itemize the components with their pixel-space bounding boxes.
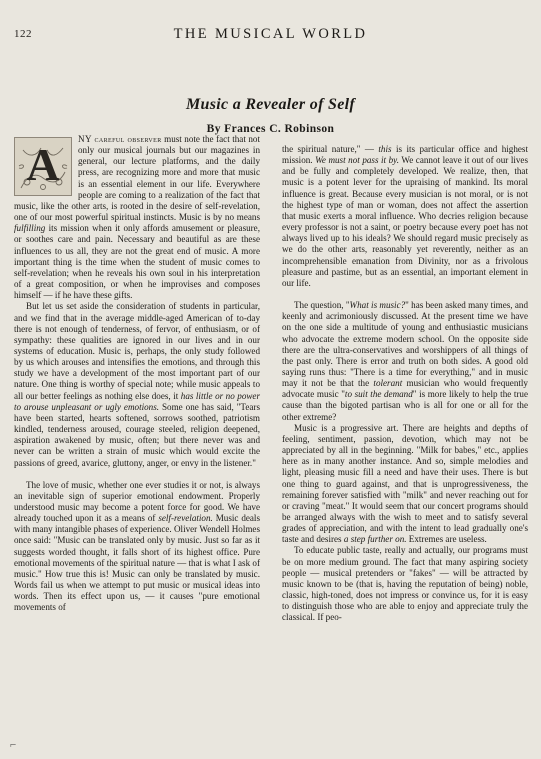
article-title: Music a Revealer of Self	[186, 96, 355, 113]
paragraph: Music is a progressive art. There are heights and depths of feeling, sentiment, passion, devotion, which may not be appreciated by all in the beginning. "Milk for babes," etc., applies here as in many another instance. And so, simple melodies and light, pleasing music fill a need and have their uses. There is but one thing to guard against, and that is unprogressiveness, the remaining forever satisfied with "milk" and never reaching out for or craving "meat." It would seem that our concert programs should be arranged always with the wish to meet and to satisfy several grades of appreciation, and with the intent to lead gradually one's taste and desires a step further on. Extremes are useless.	[282, 422, 528, 545]
paragraph: To educate public taste, really and actually, our programs must be on more medium ground. The fact that many aspiring society people — musical pretenders or "fakes" — will be attracted by music known to be (that is, having the reputation of being) noble, classic, high-toned, does not impress or convince us, for it is easy to distinguish those who are able to enjoy and appreciate truly the classical. If peo-	[282, 545, 528, 623]
paragraph: The question, "What is music?" has been asked many times, and keenly and acrimoniously discussed. At the present time we have on the one side a multitude of young and enthusiastic musicians who advocate the extreme modern school. On the opposite side there are the ultra-conservatives and worshippers of all things of the past only. There is error and truth on both sides. A good old saying runs thus: "There is a time for everything," and in music may it not be that the tolerant musician who would frequently advocate music "to suit the demand" is more likely to help the true cause than the bigoted partisan who is all for one or all for the other extreme?	[282, 300, 528, 422]
paragraph: the spiritual nature," — this is its particular office and highest mission. We must not pass it by. We cannot leave it out of our lives and be fully and completely developed. We realize, then, that music is a potent lever for the upraising of mankind. Its moral influence is great. Because every musician is not moral, or is not the highest type of man or woman, does not affect the assertion that music exerts a moral influence. Who decries religion because every professor is not a saint, or poetry because every poet has not always lived up to his ideals? We should regard music precisely as we do the other arts, reasonably yet reverently, neither as an incomprehensible emanation from Divinity, nor as a frivolous pleasure and pastime, but as an essential, an important element in our life.	[282, 144, 529, 288]
page-header	[0, 26, 541, 44]
drop-cap-letter: A	[26, 139, 60, 190]
paragraph: But let us set aside the consideration of students in particular, and we find that in the average middle-aged American of to-day there is not enough of tenderness, of fervor, of enthusiasm, or of sympathy: these qualities are ignored in our lives and in our systems of education. Music is, perhaps, the only study followed by us which arouses and intensifies the emotions, and through this study we have a development of the most important part of our nature. One thing is worthy of special note; while music appeals to all our better feelings as nothing else does, it has little or no power to arouse unpleasant or ugly emotions. Some one has said, "Tears have been started, hearts softened, sorrows soothed, patriotism kindled, tenderness aroused, courage steeled, religion deepened, aspiration awakened by music, often; but there never was and never can be written a strain of music which would excite the passions of greed, avarice, gluttony, anger, or envy in the listener."	[14, 301, 261, 468]
paragraph: The love of music, whether one ever studies it or not, is always an inevitable sign of superior emotional endowment. Properly understood music may become a potent force for good. We have already touched upon it as a means of self-revelation. Music deals with many intangible phases of experience. Oliver Wendell Holmes once said: "Music can be translated only by music. Just so far as it suggests worded thought, it falls short of its highest office. Pure emotional movements of the spiritual nature — that is what I ask of music." How true this is! Music can only be translated by music. Words fail us when we attempt to put music or musical ideas into words. Then its effect upon us, — it causes "pure emotional movements of	[14, 479, 260, 613]
left-column	[14, 134, 260, 614]
running-head: THE MUSICAL WORLD	[173, 26, 368, 42]
article-byline: By Frances C. Robinson	[206, 123, 335, 135]
page-number: 122	[14, 28, 32, 40]
paragraph: NY careful observer must note the fact that not only our musical journals but our magazines in general, our lecture platforms, and the daily press, are recognizing more and more that music is an essential element in our life. Everywhere people are coming to a realization of the fact that music, like the other arts, is rooted in the desire of self-revelation, one of our most powerful spiritual instincts. Music is by no means fulfilling its mission when it only affords amusement or pleasure, or soothes care and pain. Necessary and beautiful as are these influences to us all, they are not the great end of music. A more important thing is the time when the student of music comes to self-revelation; when he reveals his own soul in his interpretation of a great composition, or when he improvises and composes himself — if he have these gifts.	[14, 134, 260, 301]
right-column	[282, 144, 528, 624]
ornamental-drop-cap	[14, 137, 72, 196]
page-flourish-icon: ⌐	[10, 739, 17, 751]
